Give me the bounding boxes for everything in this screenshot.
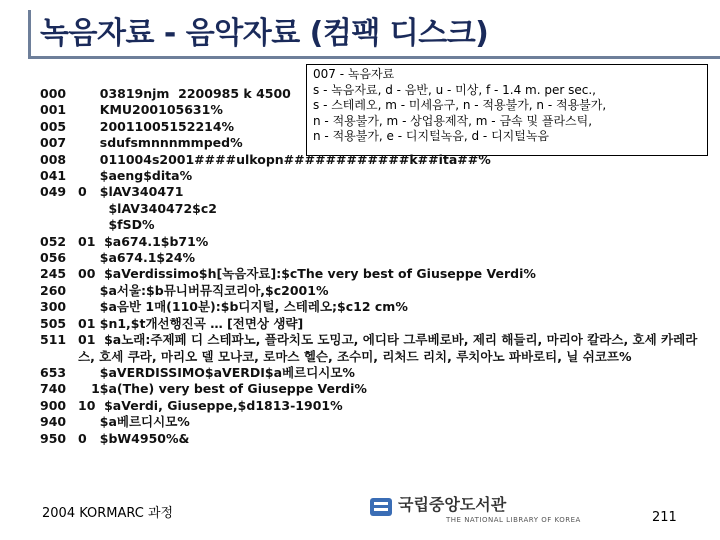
marc-field-row — [40, 135, 710, 151]
marc-tag: 260 — [40, 282, 67, 298]
marc-field-row — [40, 365, 710, 381]
marc-field-row — [40, 332, 710, 365]
marc-field-value: 0 $bW4950%& — [78, 430, 190, 446]
page-title: 녹음자료 - 음악자료 (컴팩 디스크) — [40, 16, 489, 51]
marc-field-value: 10 $aVerdi, Giuseppe,$d1813-1901% — [78, 397, 343, 413]
marc-field-row — [40, 431, 710, 447]
marc-field-row — [40, 234, 710, 250]
library-english-name: THE NATIONAL LIBRARY OF KOREA — [446, 516, 581, 524]
marc-field-row — [40, 283, 710, 299]
marc-tag: 005 — [40, 118, 67, 134]
marc-field-row — [40, 316, 710, 332]
marc-field-row — [40, 86, 710, 102]
marc-tag — [40, 201, 78, 217]
marc-tag: 007 — [40, 135, 67, 151]
marc-field-value: 03819njm 2200985 k 4500 — [78, 86, 291, 101]
marc-tag: 041 — [40, 168, 67, 184]
marc-field-value: $aVERDISSIMO$aVERDI$a베르디시모% — [78, 364, 355, 380]
marc-field-value: $aeng$dita% — [78, 168, 193, 184]
marc-tag: 300 — [40, 299, 67, 315]
library-logo — [368, 492, 598, 530]
marc-tag: 940 — [40, 414, 67, 430]
note-line: s - 녹음자료, d - 음반, u - 미상, f - 1.4 m. per sec., — [313, 82, 596, 97]
marc-field-value: 1$a(The) very best of Giuseppe Verdi% — [78, 381, 367, 397]
marc-field-row — [40, 168, 710, 184]
marc-field-value: 01 $a노래:주제페 디 스테파노, 플라치도 도밍고, 에디타 그루베로바, 제리 해들리, 마리아 칼라스, 호세 카레라스, 호세 쿠라, 마리오 델 모나코, 로마스 헬슨, 조수미, 리처드 리치, 루치아노 파바로티, 닐 쉬코프% — [78, 332, 698, 364]
marc-field-value: 00 $aVerdissimo$h[녹음자료]:$cThe very best of Giuseppe Verdi% — [78, 266, 536, 282]
marc-field-value: 20011005152214% — [78, 118, 235, 134]
note-line: s - 스테레오, m - 미세음구, n - 적용불가, n - 적용불가, — [313, 98, 607, 112]
note-line: n - 적용불가, e - 디지털녹음, d - 디지털녹음 — [313, 129, 550, 143]
marc-field-value: KMU200105631% — [78, 102, 223, 118]
marc-field-value: 01 $n1,$t개선행진곡 … [전면상 생략] — [78, 315, 304, 331]
marc-field-row — [40, 119, 710, 135]
marc-tag: 511 — [40, 332, 67, 348]
marc-tag: 245 — [40, 266, 67, 282]
marc-field-value: $fSD% — [78, 217, 155, 233]
marc-field-row — [40, 250, 710, 266]
course-label: 2004 KORMARC 과정 — [42, 506, 174, 521]
marc-tag: 653 — [40, 364, 67, 380]
title-underline — [28, 56, 720, 59]
title-accent-bar — [28, 10, 31, 58]
marc-tag: 052 — [40, 233, 67, 249]
marc-field-value: $a베르디시모% — [78, 414, 190, 430]
marc-field-row — [40, 398, 710, 414]
marc-field-row — [40, 217, 710, 233]
marc-field-value: 011004s2001####ulkopn############k##ita##% — [78, 151, 491, 167]
marc-field-row — [40, 184, 710, 200]
marc-field-row — [40, 266, 710, 282]
marc-tag: 505 — [40, 315, 67, 331]
marc-tag: 049 — [40, 184, 67, 200]
marc-field-value: 01 $a674.1$b71% — [78, 233, 209, 249]
marc-tag: 001 — [40, 102, 67, 118]
marc-field-value: 0 $lAV340471 — [78, 184, 184, 200]
marc-field-row — [40, 299, 710, 315]
marc-field-value: $lAV340472$c2 — [78, 200, 217, 216]
library-emblem-icon — [368, 494, 394, 520]
marc-record-list — [40, 86, 710, 447]
marc-field-row — [40, 381, 710, 397]
marc-field-row — [40, 201, 710, 217]
marc-tag: 008 — [40, 151, 67, 167]
marc-tag: 900 — [40, 397, 67, 413]
marc-field-value: sdufsmnnnmmped% — [78, 135, 243, 151]
page-number: 211 — [652, 510, 677, 525]
marc-field-value: $a서울:$b뮤니버뮤직코리아,$c2001% — [78, 282, 329, 298]
note-line: n - 적용불가, m - 상업용제작, m - 금속 및 플라스틱, — [313, 113, 593, 128]
marc-tag: 740 — [40, 381, 67, 397]
library-name: 국립중앙도서관 — [398, 495, 507, 514]
marc-field-value: $a674.1$24% — [78, 250, 196, 266]
marc-tag: 000 — [40, 86, 67, 101]
note-line: 007 - 녹음자료 — [313, 67, 395, 81]
marc-field-row — [40, 102, 710, 118]
marc-tag: 950 — [40, 430, 67, 446]
marc-field-row — [40, 152, 710, 168]
marc-field-row — [40, 414, 710, 430]
marc-tag — [40, 217, 78, 233]
marc-tag: 056 — [40, 250, 67, 266]
marc-field-value: $a음반 1매(110분):$b디지털, 스테레오;$c12 cm% — [78, 299, 408, 315]
